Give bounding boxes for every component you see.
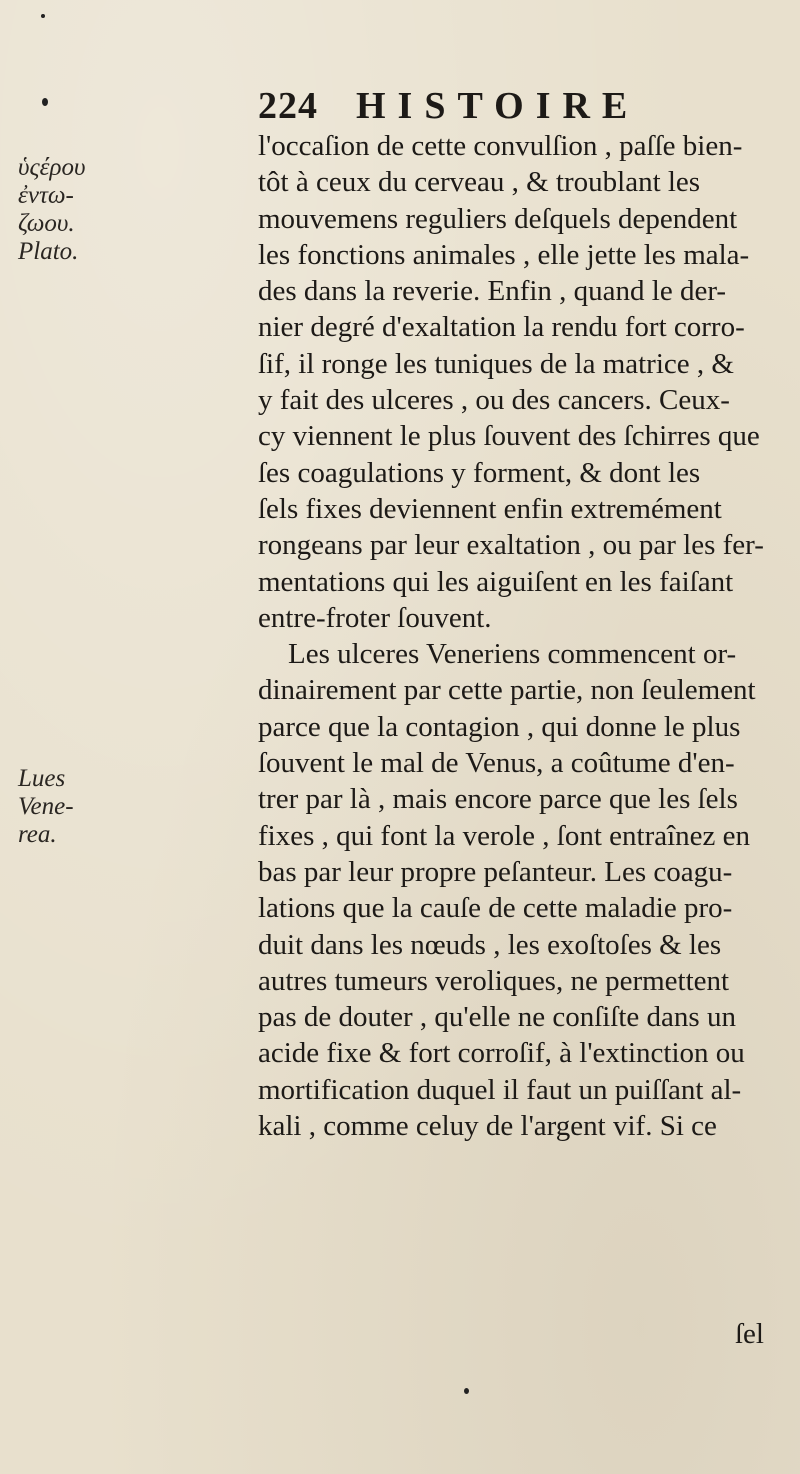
margin-note-line: Vene- <box>18 793 74 820</box>
margin-note-line: ὑςέρου <box>18 154 86 181</box>
body-text <box>258 128 788 1144</box>
text-line: des dans la reverie. Enfin , quand le der- <box>258 275 727 308</box>
margin-note-lues-venerea <box>18 765 74 849</box>
text-line: ſouvent le mal de Venus, a coûtume d'en- <box>258 747 735 780</box>
margin-note-line: rea. <box>18 821 57 848</box>
margin-note-line: ἐντω- <box>18 182 74 209</box>
text-line: mortification duquel il faut un puiſſant al- <box>258 1073 742 1106</box>
margin-note-hysterical <box>18 154 85 266</box>
text-line: l'occaſion de cette convulſion , paſſe bien- <box>258 130 743 162</box>
text-line: fixes , qui font la verole , ſont entraînez en <box>258 819 751 852</box>
text-line: lations que la cauſe de cette maladie pro- <box>258 892 733 925</box>
text-line: Les ulceres Veneriens commencent or- <box>288 638 737 671</box>
text-line: rongeans par leur exaltation , ou par les fer- <box>258 529 764 562</box>
page-number: 224 <box>258 85 318 127</box>
text-line: duit dans les nœuds , les exoſtoſes & les <box>258 928 722 961</box>
margin-note-line: Lues <box>18 765 66 792</box>
ink-speck <box>42 98 48 106</box>
text-line: nier degré d'exaltation la rendu fort corro- <box>258 311 745 344</box>
text-line: cy viennent le plus ſouvent des ſchirres que <box>258 420 760 453</box>
text-line: y fait des ulceres , ou des cancers. Ceux- <box>258 384 730 417</box>
text-line: entre-froter ſouvent. <box>258 601 492 634</box>
running-title: HISTOIRE <box>356 85 640 127</box>
text-line: mouvemens reguliers deſquels dependent <box>258 202 738 235</box>
text-line: mentations qui les aiguiſent en les faiſant <box>258 565 734 598</box>
text-line: parce que la contagion , qui donne le plus <box>258 710 741 743</box>
text-line: ſif, il ronge les tuniques de la matrice , & <box>258 347 734 380</box>
text-line: les fonctions animales , elle jette les mala- <box>258 238 750 271</box>
text-line: kali , comme celuy de l'argent vif. Si ce <box>258 1110 717 1143</box>
margin-note-line: Plato. <box>18 238 79 265</box>
margin-note-line: ζωου. <box>18 210 75 237</box>
text-line: trer par là , mais encore parce que les ſels <box>258 783 738 816</box>
text-line: autres tumeurs veroliques, ne permettent <box>258 964 730 997</box>
text-line: dinairement par cette partie, non ſeulement <box>258 674 756 707</box>
text-line: acide fixe & fort corroſif, à l'extinction ou <box>258 1037 745 1070</box>
catchword: ſel <box>735 1318 764 1350</box>
page-header <box>258 84 639 134</box>
text-line: ſes coagulations y forment, & dont les <box>258 456 701 489</box>
text-line: pas de douter , qu'elle ne conſiſte dans un <box>258 1001 736 1034</box>
text-line: ſels fixes deviennent enfin extremément <box>258 492 722 525</box>
text-line: bas par leur propre peſanteur. Les coagu- <box>258 855 733 888</box>
ink-speck <box>41 14 45 18</box>
text-line: tôt à ceux du cerveau , & troublant les <box>258 166 701 199</box>
ink-speck <box>464 1388 469 1394</box>
